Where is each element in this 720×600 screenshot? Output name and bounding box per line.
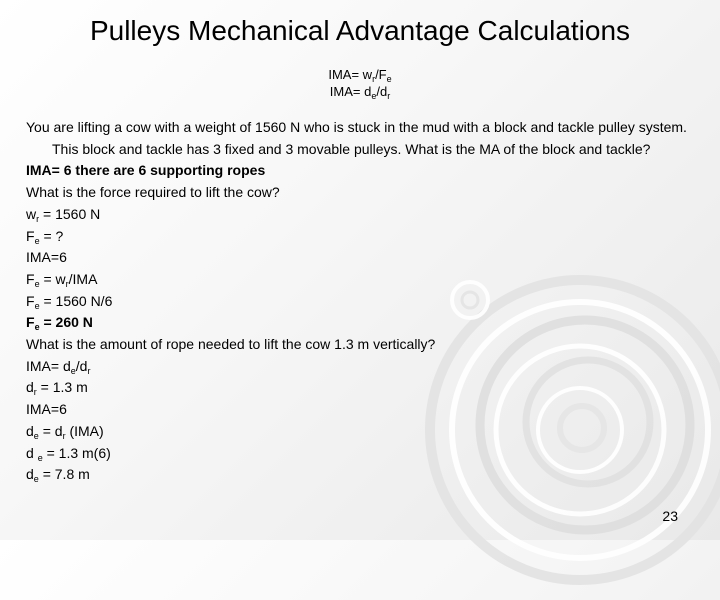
text: F [26,227,35,244]
subscript: e [37,452,43,463]
subscript: r [65,278,69,289]
effort-result [26,312,688,334]
text: = 1.3 m [36,379,88,396]
text: d [26,422,34,439]
question-force: What is the force required to lift the cow? [26,184,280,201]
unknown-effort-force [26,226,688,248]
effort-distance-formula [26,421,688,443]
text: = ? [39,227,64,244]
text: (IMA) [65,422,104,439]
subscript: e [34,300,40,311]
subscript: r [62,430,66,441]
slide-title: Pulleys Mechanical Advantage Calculations [89,15,631,46]
text: = d [38,422,63,439]
formula-block [0,66,720,100]
text: F [26,314,35,331]
page-number: 23 [662,508,678,524]
formula-text: IMA= w [328,67,373,82]
text: = 260 N [39,314,93,331]
subscript: e [34,322,40,333]
effort-formula [26,269,688,291]
effort-distance-result [26,464,688,486]
text: = 7.8 m [38,466,90,483]
formula-text: /d [376,84,388,99]
text: = 1560 N [39,205,101,222]
formula-text: /F [375,67,387,82]
text: /IMA [68,270,98,287]
slide-body [26,117,688,486]
ima-distance-formula [26,356,688,378]
subscript: r [387,91,391,101]
text: = w [39,270,66,287]
effort-distance-calculation [26,443,688,465]
subscript: e [70,365,76,376]
subscript: e [386,74,392,84]
text: = 1.3 m(6) [42,444,111,461]
subscript: e [371,91,377,101]
answer-ima: IMA= 6 there are 6 supporting ropes [26,162,266,179]
subscript: r [36,213,40,224]
formula-ima-distance [0,83,720,100]
given-weight [26,204,688,226]
subscript: r [372,74,376,84]
ima-value: IMA=6 [26,249,67,266]
effort-calculation [26,291,688,313]
subscript: e [34,235,40,246]
text: = 1560 N/6 [39,292,113,309]
problem-statement: You are lifting a cow with a weight of 1560 N who is stuck in the mud with a block and tackle pulley system. This block and tackle has 3 fixed and 3 movable pulleys. What is the MA of the block and tackle? [26,119,687,157]
text: F [26,270,35,287]
subscript: e [34,278,40,289]
text: w [26,205,37,222]
ima-value: IMA=6 [26,401,67,418]
subscript: r [33,387,37,398]
text: IMA= d [26,357,71,374]
subscript: e [33,474,39,485]
given-resistance-distance [26,377,688,399]
formula-text: IMA= d [329,84,372,99]
subscript: e [33,430,39,441]
text: /d [75,357,88,374]
text: d [26,444,38,461]
text: d [26,379,34,396]
formula-ima-weight [0,66,720,83]
text: d [26,466,34,483]
subscript: r [87,365,91,376]
question-rope: What is the amount of rope needed to lift the cow 1.3 m vertically? [26,336,436,353]
text: F [26,292,35,309]
